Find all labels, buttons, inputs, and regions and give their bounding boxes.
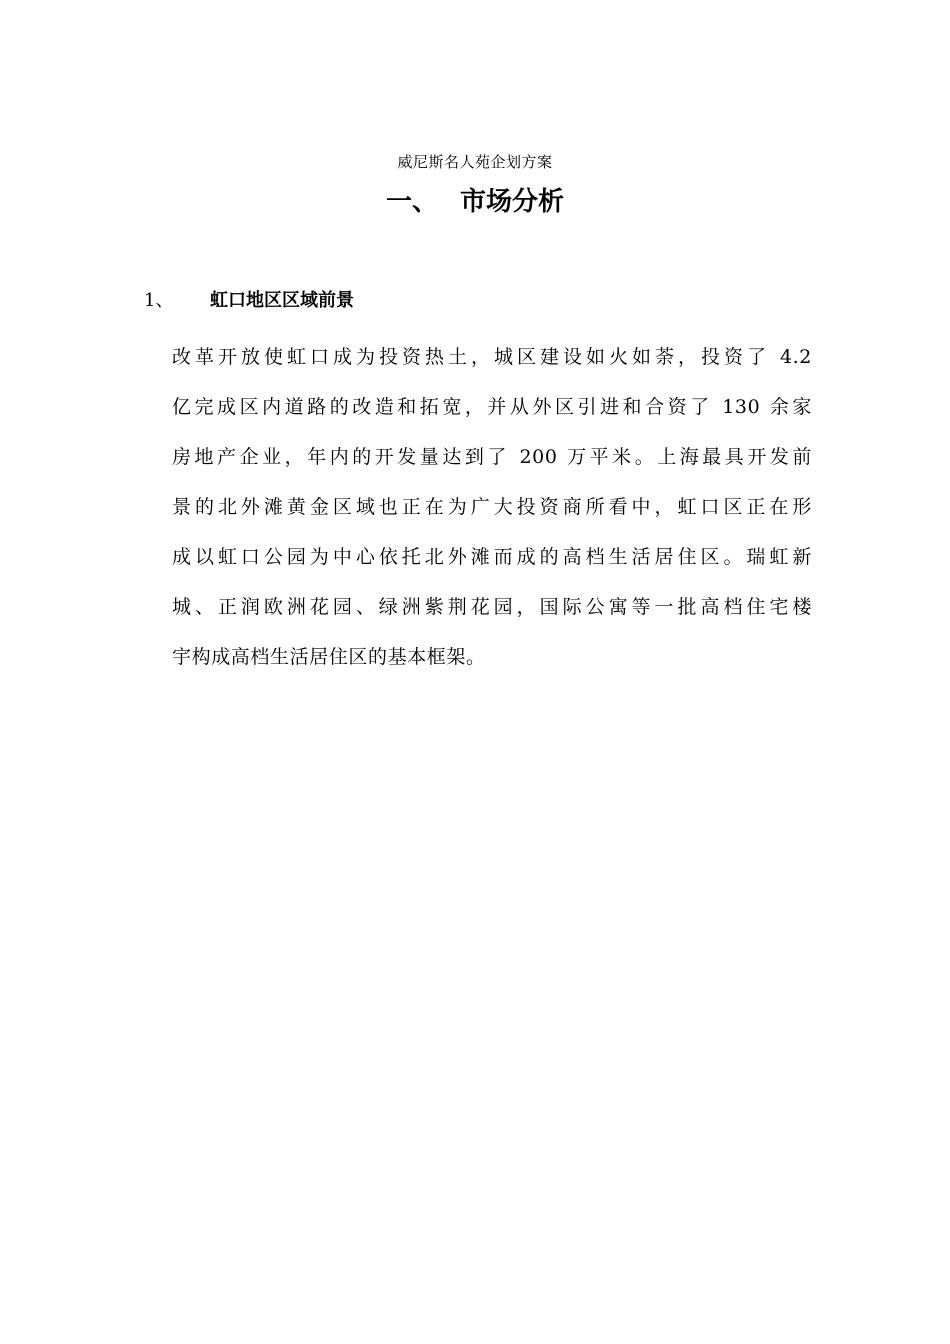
section-heading xyxy=(144,288,354,314)
body-paragraph xyxy=(172,332,812,682)
running-header: 威尼斯名人苑企划方案 xyxy=(397,153,553,171)
body-line: 房地产企业，年内的开发量达到了 200 万平米。上海最具开发前 xyxy=(172,446,812,468)
chapter-title-text: 市场分析 xyxy=(460,187,565,217)
body-line: 景的北外滩黄金区域也正在为广大投资商所看中，虹口区正在形 xyxy=(172,496,812,518)
section-number: 1、 xyxy=(144,290,174,311)
chapter-title xyxy=(0,184,950,220)
body-line: 改革开放使虹口成为投资热土，城区建设如火如荼，投资了 4.2 xyxy=(172,346,812,368)
body-line: 城、正润欧洲花园、绿洲紫荆花园，国际公寓等一批高档住宅楼 xyxy=(172,596,812,618)
body-line: 亿完成区内道路的改造和拓宽，并从外区引进和合资了 130 余家 xyxy=(172,396,812,418)
section-title: 虹口地区区域前景 xyxy=(210,290,354,311)
chapter-number: 一、 xyxy=(385,187,438,217)
body-line: 成以虹口公园为中心依托北外滩而成的高档生活居住区。瑞虹新 xyxy=(172,546,812,568)
body-line: 宇构成高档生活居住区的基本框架。 xyxy=(172,646,486,668)
